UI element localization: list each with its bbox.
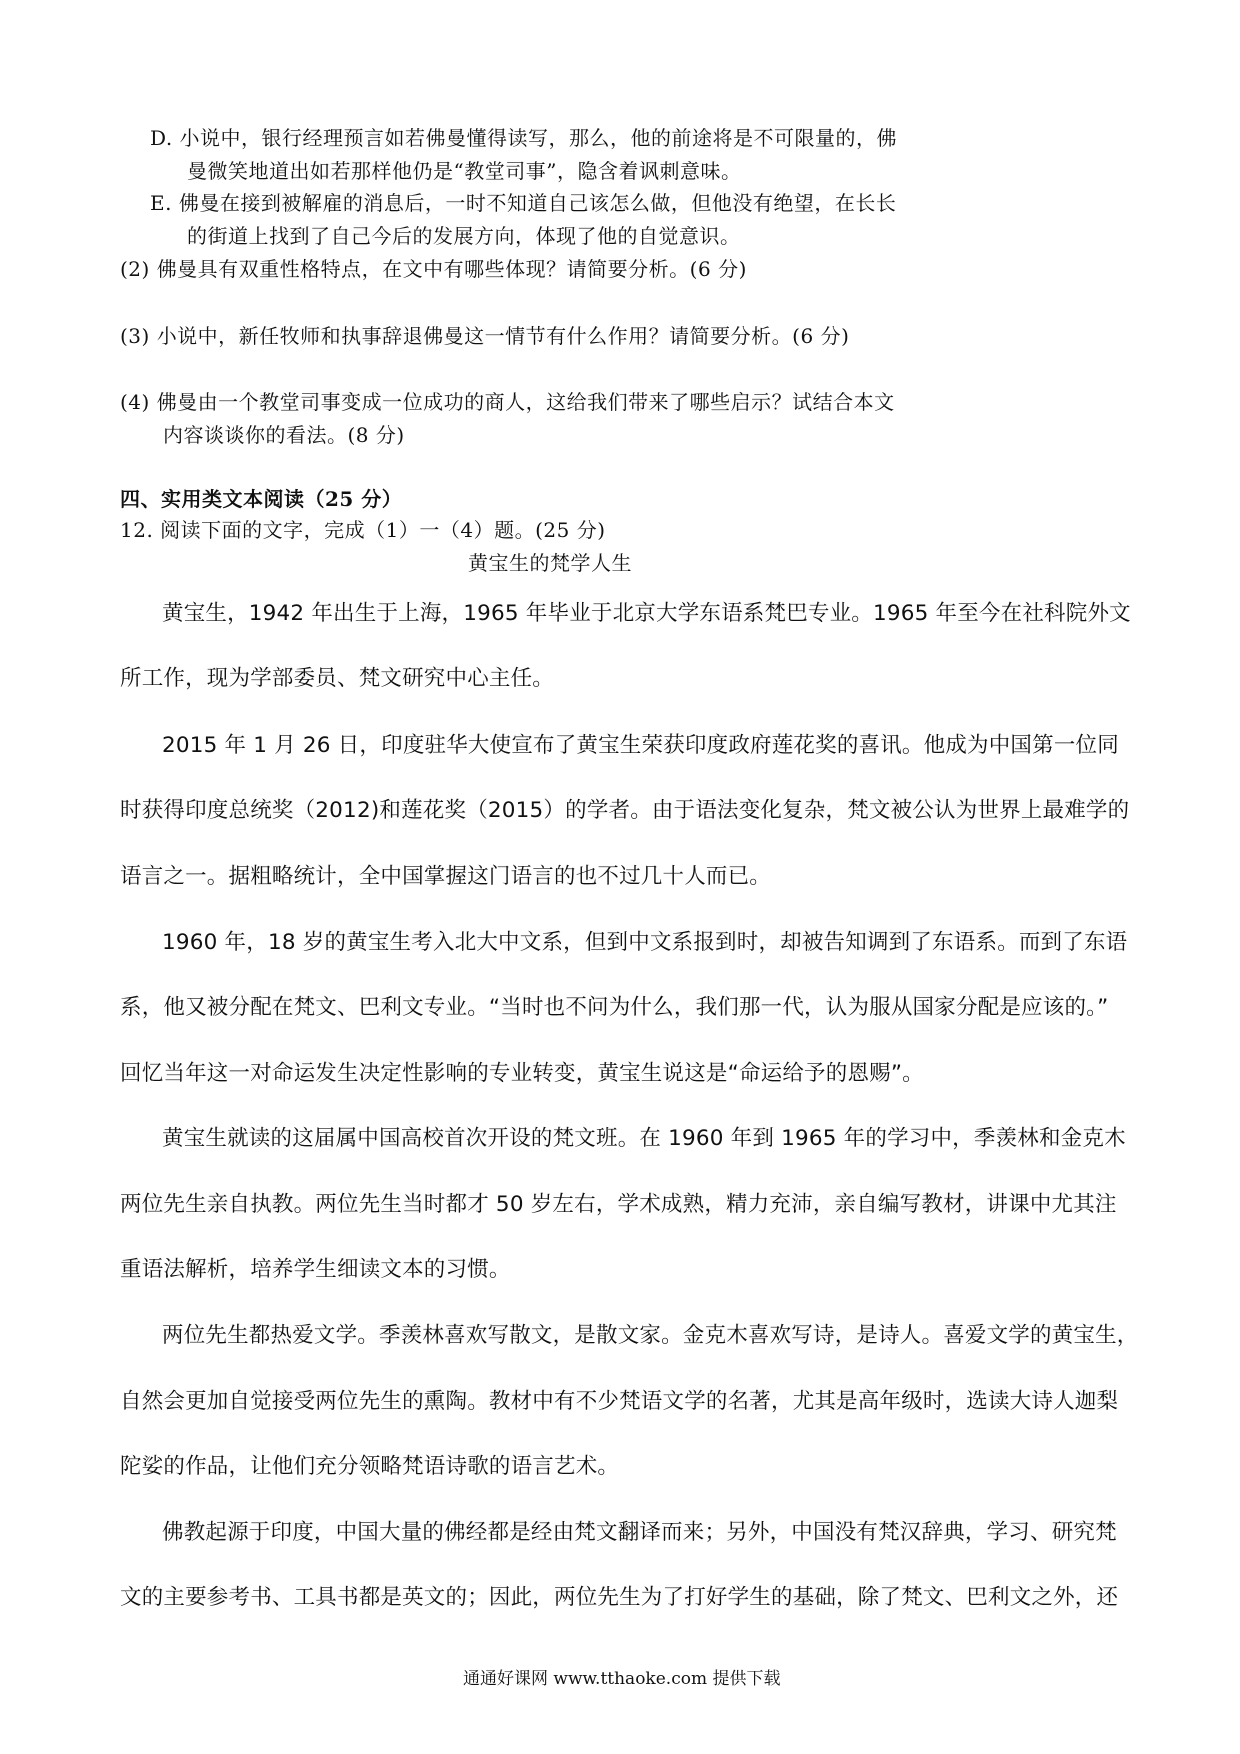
article-p2-line1: 2015 年 1 月 26 日，印度驻华大使宣布了黄宝生荣获印度政府莲花奖的喜讯。他成为中国第一位同 [162,733,1119,758]
question-4-line1: (4) 佛曼由一个教堂司事变成一位成功的商人，这给我们带来了哪些启示？试结合本文 [120,390,895,414]
article-p3-line3: 回忆当年这一对命运发生决定性影响的专业转变，黄宝生说这是“命运给予的恩赐”。 [120,1061,924,1086]
article-p4-line3: 重语法解析，培养学生细读文本的习惯。 [120,1257,511,1282]
article-p6-line2: 文的主要参考书、工具书都是英文的；因此，两位先生为了打好学生的基础，除了梵文、巴利文之外，还 [120,1585,1119,1610]
question-4-line2: 内容谈谈你的看法。(8 分) [163,423,405,447]
article-p5-line1: 两位先生都热爱文学。季羡林喜欢写散文，是散文家。金克木喜欢写诗，是诗人。喜爱文学的黄宝生， [162,1323,1139,1348]
question-3: (3) 小说中，新任牧师和执事辞退佛曼这一情节有什么作用？请简要分析。(6 分) [120,324,850,348]
option-d-line2: 曼微笑地道出如若那样他仍是“教堂司事”，隐含着讽刺意味。 [187,159,742,183]
article-p2-line2: 时获得印度总统奖（2012)和莲花奖（2015）的学者。由于语法变化复杂，梵文被公认为世界上最难学的 [120,798,1130,823]
article-p3-line1: 1960 年，18 岁的黄宝生考入北大中文系，但到中文系报到时，却被告知调到了东语系。而到了东语 [162,930,1128,955]
option-e-line1: E. 佛曼在接到被解雇的消息后，一时不知道自己该怎么做，但他没有绝望，在长长 [150,191,897,215]
option-d-line1: D. 小说中，银行经理预言如若佛曼懂得读写，那么，他的前途将是不可限量的，佛 [150,126,898,150]
question-12: 12. 阅读下面的文字，完成（1）一（4）题。(25 分) [120,518,606,542]
option-e-line2: 的街道上找到了自己今后的发展方向，体现了他的自觉意识。 [187,224,741,248]
question-2: (2) 佛曼具有双重性格特点，在文中有哪些体现？请简要分析。(6 分) [120,257,747,281]
footer-download-note: 通通好课网 www.tthaoke.com 提供下载 [463,1669,781,1689]
article-p4-line2: 两位先生亲自执教。两位先生当时都才 50 岁左右，学术成熟，精力充沛，亲自编写教材，讲课中尤其注 [120,1192,1117,1217]
article-p1-line2: 所工作，现为学部委员、梵文研究中心主任。 [120,666,555,691]
article-p4-line1: 黄宝生就读的这届属中国高校首次开设的梵文班。在 1960 年到 1965 年的学习中，季羡林和金克木 [162,1126,1126,1151]
article-p1-line1: 黄宝生，1942 年出生于上海，1965 年毕业于北京大学东语系梵巴专业。1965 年至今在社科院外文 [162,601,1131,626]
article-title: 黄宝生的梵学人生 [468,551,632,575]
section-heading: 四、实用类文本阅读（25 分） [120,487,403,511]
article-p3-line2: 系，他又被分配在梵文、巴利文专业。“当时也不问为什么，我们那一代，认为服从国家分配是应该的。” [120,995,1109,1020]
article-p5-line2: 自然会更加自觉接受两位先生的熏陶。教材中有不少梵语文学的名著，尤其是高年级时，选读大诗人迦梨 [120,1389,1119,1414]
article-p6-line1: 佛教起源于印度，中国大量的佛经都是经由梵文翻译而来；另外，中国没有梵汉辞典，学习、研究梵 [162,1520,1117,1545]
article-p5-line3: 陀娑的作品，让他们充分领略梵语诗歌的语言艺术。 [120,1454,620,1479]
article-p2-line3: 语言之一。据粗略统计，全中国掌握这门语言的也不过几十人而已。 [120,864,772,889]
